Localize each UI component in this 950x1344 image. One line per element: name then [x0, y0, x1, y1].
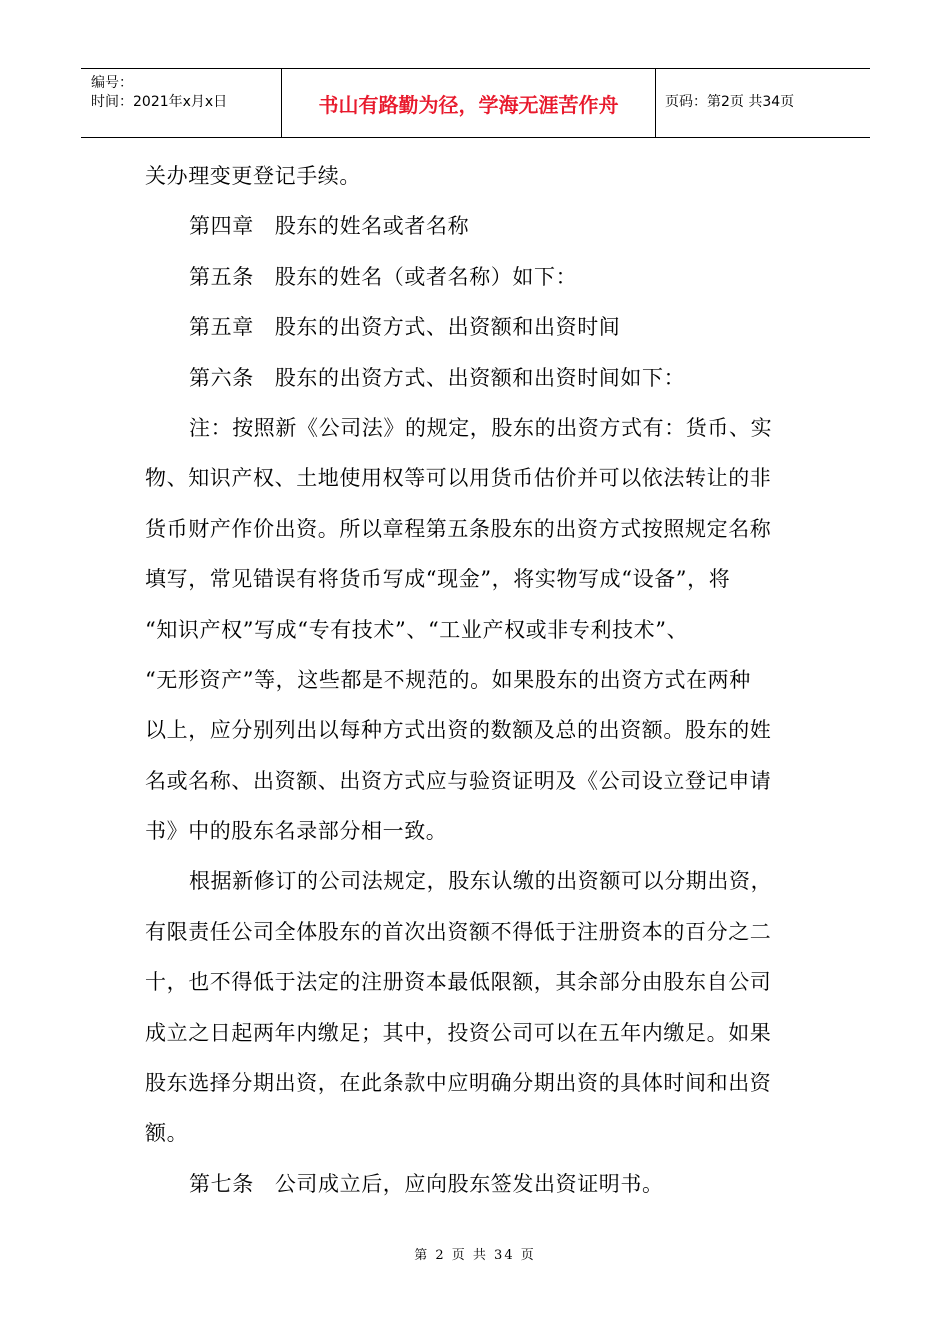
header-page-code: 页码：第2页 共34页: [665, 94, 795, 110]
note-paragraph-line: 名或名称、出资额、出资方式应与验资证明及《公司设立登记申请: [145, 768, 772, 793]
article-number: 第六条: [189, 365, 254, 390]
header-motto: 书山有路勤为径，学海无涯苦作舟: [318, 93, 619, 117]
article-heading: [145, 264, 795, 289]
chapter-heading: [145, 216, 795, 237]
note-paragraph-line: 以上，应分别列出以每种方式出资的数额及总的出资额。股东的姓: [145, 718, 772, 743]
installment-paragraph-line: 十，也不得低于法定的注册资本最低限额，其余部分由股东自公司: [145, 970, 772, 995]
note-paragraph-line: 书》中的股东名录部分相一致。: [145, 819, 448, 844]
document-number-label: 编号：: [91, 75, 133, 91]
article-text: 股东的出资方式、出资额和出资时间如下：: [274, 365, 686, 390]
note-paragraph-line: 填写，常见错误有将货币写成“现金”，将实物写成“设备”，将: [145, 567, 731, 592]
article-number: 第七条: [189, 1171, 254, 1196]
article-number: 第五条: [189, 264, 254, 289]
note-paragraph-line: “无形资产”等，这些都是不规范的。如果股东的出资方式在两种: [145, 667, 751, 692]
installment-paragraph-line: 股东选择分期出资，在此条款中应明确分期出资的具体时间和出资: [145, 1071, 772, 1096]
chapter-number: 第四章: [189, 214, 254, 239]
header-page-cell: [655, 69, 870, 137]
article-heading: [145, 1171, 795, 1196]
chapter-heading: [145, 317, 795, 338]
page-footer: 第 2 页 共 34 页: [414, 1248, 536, 1263]
article-heading: [145, 365, 795, 390]
installment-paragraph-line: 额。: [145, 1121, 189, 1146]
document-time-label: 时间：2021年x月x日: [91, 94, 228, 110]
installment-paragraph-line: 根据新修订的公司法规定，股东认缴的出资额可以分期出资，: [189, 869, 773, 894]
note-paragraph-line: 货币财产作价出资。所以章程第五条股东的出资方式按照规定名称: [145, 516, 772, 541]
document-body: [145, 166, 795, 1224]
note-paragraph-line: 物、知识产权、土地使用权等可以用货币估价并可以依法转让的非: [145, 466, 772, 491]
header-motto-cell: [281, 69, 656, 137]
article-text: 公司成立后，应向股东签发出资证明书。: [274, 1171, 664, 1196]
chapter-title: 股东的姓名或者名称: [274, 214, 470, 239]
header-info-cell: [81, 69, 281, 137]
article-text: 股东的姓名（或者名称）如下：: [274, 264, 578, 289]
note-paragraph-line: 注：按照新《公司法》的规定，股东的出资方式有：货币、实: [189, 415, 773, 440]
chapter-number: 第五章: [189, 315, 254, 340]
installment-paragraph-line: 有限责任公司全体股东的首次出资额不得低于注册资本的百分之二: [145, 919, 772, 944]
body-line: 关办理变更登记手续。: [145, 164, 361, 188]
note-paragraph-line: “知识产权”写成“专有技术”、“工业产权或非专利技术”、: [145, 617, 689, 642]
page-header: [81, 68, 870, 138]
installment-paragraph-line: 成立之日起两年内缴足；其中，投资公司可以在五年内缴足。如果: [145, 1020, 772, 1045]
chapter-title: 股东的出资方式、出资额和出资时间: [274, 315, 621, 340]
